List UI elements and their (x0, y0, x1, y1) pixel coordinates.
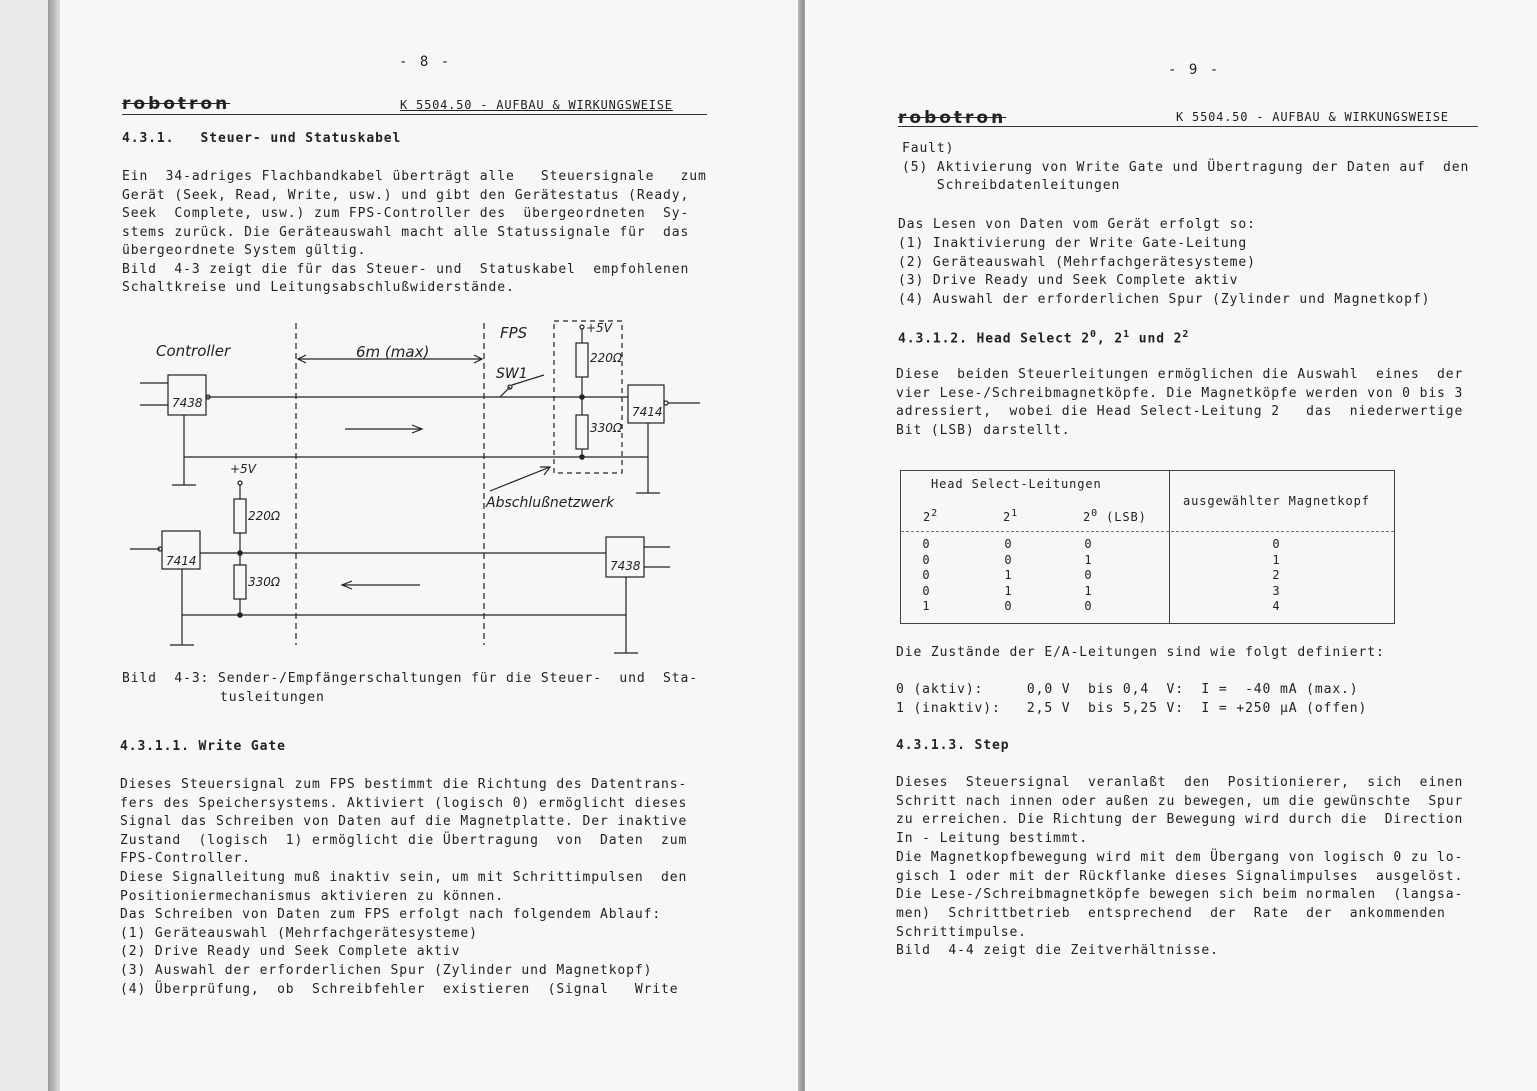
label-r330-bottom: 330Ω (248, 575, 281, 589)
intro-line: Ein 34-adriges Flachbandkabel überträgt alle Steuersignale zum (122, 169, 707, 184)
subsection-title-write-gate: 4.3.1.1. Write Gate (120, 739, 286, 754)
left-page-edge (48, 0, 60, 1091)
table-cell: 1 (922, 599, 930, 613)
read-step-line: (4) Auswahl der erforderlichen Spur (Zylinder und Magnetkopf) (898, 292, 1431, 308)
step-title: 4.3.1.3. Step (896, 738, 1010, 753)
figure-caption-line2: tusleitungen (220, 690, 325, 705)
table-cell: 1 (1084, 583, 1092, 598)
step-line: Die Magnetkopfbewegung wird mit dem Übergang von logisch 0 zu lo- (896, 849, 1464, 865)
intro-line: übergeordnete System gültig. (122, 243, 367, 258)
table-result-header: ausgewählter Magnetkopf (1183, 494, 1370, 508)
resistor-220-top (576, 343, 588, 377)
write-gate-line: Positioniermechanismus aktivieren zu können. (120, 888, 504, 904)
table-col-b-values (1001, 537, 1015, 615)
step-line: Die Lese-/Schreibmagnetköpfe bewegen sich beim normalen (langsa- (896, 887, 1464, 903)
intro-line: Schaltkreise und Leitungsabschlußwiderstände. (122, 280, 515, 295)
table-col-header-a: $2^2$ (923, 508, 939, 524)
label-sw1: SW1 (496, 366, 528, 382)
table-cell: 0 (1084, 568, 1092, 582)
intro-line: stems zurück. Die Geräteauswahl macht alle Statussignale für das (122, 224, 690, 240)
intro-line: Bild 4-3 zeigt die für das Steuer- und Statuskabel empfohlenen (122, 261, 690, 277)
write-gate-line: FPS-Controller. (120, 851, 251, 867)
table-col-c-values (1081, 537, 1095, 615)
table-cell: 1 (1004, 568, 1012, 582)
label-r330-top: 330Ω (590, 421, 623, 435)
read-step-line: (1) Inaktivierung der Write Gate-Leitung (898, 235, 1248, 251)
label-r220-bottom: 220Ω (248, 509, 281, 523)
step-line: In - Leitung bestimmt. (896, 831, 1088, 847)
step-line: Schritt nach innen oder außen zu bewegen, um die gewünschte Spur (896, 793, 1464, 809)
table-cell: 2 (1272, 568, 1280, 582)
page-number-left: - 8 - (399, 54, 452, 70)
header-right: K 5504.50 - AUFBAU & WIRKUNGSWEISE (1176, 110, 1449, 124)
write-gate-line: Diese Signalleitung muß inaktiv sein, um mit Schrittimpulsen den (120, 870, 688, 885)
intro-line: Seek Complete, usw.) zum FPS-Controller des übergeordneten Sy- (122, 206, 690, 221)
state-0-line: 0 (aktiv): 0,0 V bis 0,4 V: I = -40 mA (max.) (896, 682, 1359, 697)
table-cell: 0 (922, 552, 930, 567)
brand-logo-right: robotron (898, 108, 1007, 128)
resistor-330-top (576, 415, 588, 449)
table-cell: 0 (922, 568, 930, 582)
write-gate-line: Dieses Steuersignal zum FPS bestimmt die Richtung des Datentrans- (120, 777, 688, 792)
label-ic-7414-bottom: 7414 (166, 554, 197, 568)
table-cell: 1 (1084, 552, 1092, 567)
step-line: Dieses Steuersignal veranlaßt den Positionierer, sich einen (896, 775, 1464, 790)
label-ic-7438-top: 7438 (172, 396, 203, 410)
step-line: gisch 1 oder mit der Rückflanke dieses Signalimpulses ausgelöst. (896, 868, 1464, 884)
table-cell: 0 (1084, 537, 1092, 551)
head-select-line: adressiert, wobei die Head Select-Leitung 2 das niederwertige (896, 404, 1464, 419)
intro-line: Gerät (Seek, Read, Write, usw.) und gibt den Gerätestatus (Ready, (122, 187, 690, 203)
write-gate-line: Zustand (logisch 1) ermöglicht die Übertragung von Daten zum (120, 832, 688, 848)
label-plus5v-top: +5V (586, 321, 612, 335)
read-step-line: Das Lesen von Daten vom Gerät erfolgt so: (898, 217, 1256, 232)
head-select-line: vier Lese-/Schreibmagnetköpfe. Die Magnetköpfe werden von 0 bis 3 (896, 385, 1464, 401)
write-gate-line: Signal das Schreiben von Daten auf die Magnetplatte. Der inaktive (120, 814, 688, 830)
step-line: Schrittimpulse. (896, 924, 1027, 940)
header-rule-left (122, 114, 707, 115)
head-select-table (900, 470, 1395, 624)
section-title: 4.3.1. Steuer- und Statuskabel (122, 131, 402, 146)
table-cell: 0 (1004, 552, 1012, 567)
head-select-line: Diese beiden Steuerleitungen ermöglichen die Auswahl eines der (896, 367, 1464, 382)
table-cell: 4 (1272, 599, 1280, 613)
head-select-line: Bit (LSB) darstellt. (896, 422, 1071, 438)
table-cell: 3 (1272, 583, 1280, 598)
table-result-values (1269, 537, 1283, 615)
header-left: K 5504.50 - AUFBAU & WIRKUNGSWEISE (400, 98, 673, 112)
table-cell: 1 (1272, 552, 1280, 567)
header-rule-right (898, 126, 1478, 127)
resistor-220-bottom (234, 499, 246, 533)
state-1-line: 1 (inaktiv): 2,5 V bis 5,25 V: I = +250 µA (offen) (896, 701, 1368, 716)
states-title: Die Zustände der E/A-Leitungen sind wie folgt definiert: (896, 645, 1385, 660)
label-fps: FPS (500, 324, 528, 342)
write-gate-line: Das Schreiben von Daten zum FPS erfolgt nach folgendem Ablauf: (120, 907, 662, 923)
table-col-a-values (919, 537, 933, 615)
continued-line: Fault) (902, 141, 955, 156)
write-gate-line: (4) Überprüfung, ob Schreibfehler existieren (Signal Write (120, 981, 679, 997)
step-line: zu erreichen. Die Richtung der Bewegung wird durch die Direction (896, 812, 1464, 828)
table-group-header: Head Select-Leitungen (931, 477, 1102, 491)
head-select-title: 4.3.1.2. Head Select $2^0$, $2^1$ und $2^2$ (898, 329, 1190, 347)
step-line: men) Schrittbetrieb entsprechend der Rate der ankommenden (896, 905, 1446, 921)
label-r220-top: 220Ω (590, 351, 623, 365)
write-gate-line: (1) Geräteauswahl (Mehrfachgerätesysteme) (120, 925, 478, 941)
table-cell: 0 (1084, 599, 1092, 613)
table-cell: 0 (1272, 537, 1280, 551)
label-controller: Controller (156, 342, 231, 360)
label-plus5v-bottom: +5V (230, 462, 256, 476)
table-col-header-c: $2^0$ (LSB) (1083, 508, 1147, 524)
table-cell: 1 (1004, 583, 1012, 598)
write-gate-line: fers des Speichersystems. Aktiviert (logisch 0) ermöglicht dieses (120, 795, 688, 811)
write-gate-line: (3) Auswahl der erforderlichen Spur (Zylinder und Magnetkopf) (120, 963, 653, 978)
table-cell: 0 (1004, 537, 1012, 551)
label-distance: 6m (max) (356, 343, 430, 361)
page-number-right: - 9 - (1168, 62, 1221, 78)
label-ic-7438-bottom: 7438 (610, 559, 641, 573)
read-step-line: (2) Geräteauswahl (Mehrfachgerätesysteme) (898, 254, 1256, 270)
step-line: Bild 4-4 zeigt die Zeitverhältnisse. (896, 943, 1219, 959)
figure-caption-line1: Bild 4-3: Sender-/Empfängerschaltungen für die Steuer- und Sta- (122, 671, 698, 686)
label-termination: Abschlußnetzwerk (486, 495, 615, 511)
continued-line: Schreibdatenleitungen (902, 178, 1121, 193)
table-header-rule (901, 531, 1394, 532)
continued-line: (5) Aktivierung von Write Gate und Übertragung der Daten auf den (902, 159, 1470, 175)
table-divider (1169, 471, 1170, 623)
circuit-diagram (120, 315, 720, 660)
resistor-330-bottom (234, 565, 246, 599)
table-cell: 0 (922, 583, 930, 598)
write-gate-line: (2) Drive Ready und Seek Complete aktiv (120, 944, 461, 960)
brand-logo-left: robotron (122, 94, 231, 114)
read-step-line: (3) Drive Ready und Seek Complete aktiv (898, 273, 1239, 289)
table-cell: 0 (1004, 599, 1012, 613)
table-col-header-b: $2^1$ (1003, 508, 1019, 524)
table-cell: 0 (922, 537, 930, 551)
label-ic-7414-top: 7414 (632, 405, 663, 419)
